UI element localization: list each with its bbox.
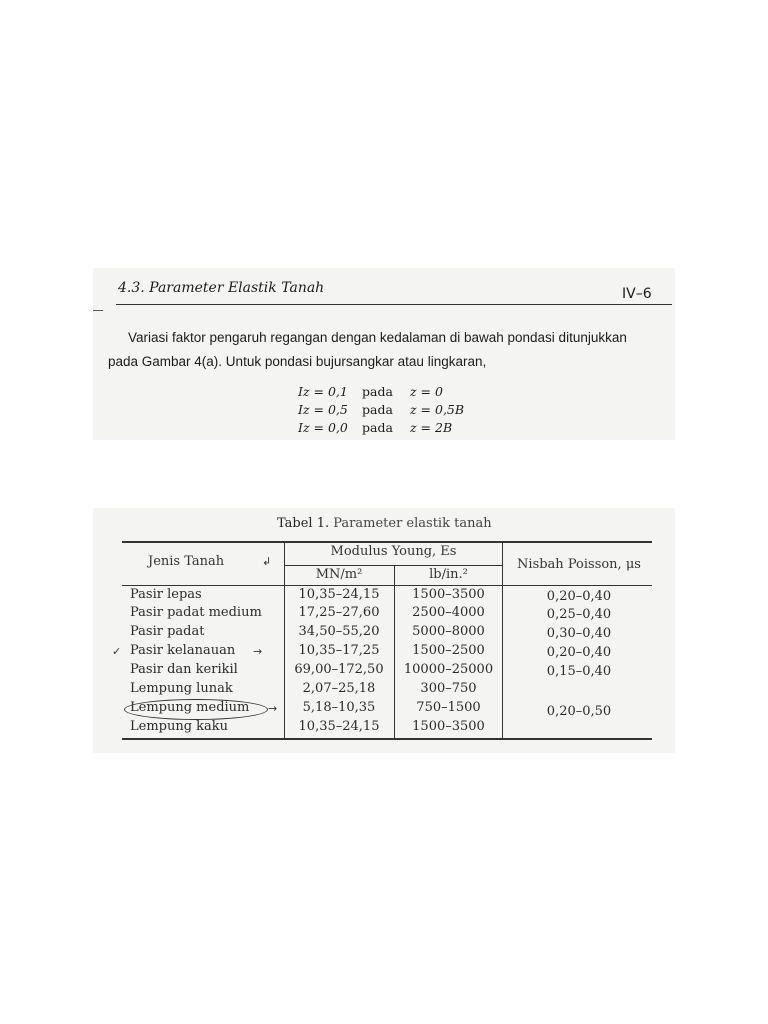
table-bottom-rule <box>122 738 652 740</box>
header-modulus-group: Modulus Young, Es <box>330 544 457 559</box>
row-soil-name: Lempung kaku <box>130 719 229 734</box>
row-modulus-lb: 300–750 <box>420 681 477 696</box>
check-mark-icon: ↲ <box>262 555 272 568</box>
header-rule <box>116 304 672 305</box>
tick-mark-icon: ✓ <box>112 645 122 658</box>
row-poisson: 0,25–0,40 <box>546 607 612 622</box>
header-unit-mn: MN/m² <box>315 567 363 582</box>
equation-rhs: z = 0,5B <box>410 402 465 417</box>
table-top-rule <box>122 541 652 543</box>
row-soil-name: Lempung lunak <box>130 681 233 696</box>
equation-lhs: Iz = 0,5 <box>298 402 348 417</box>
equation-keyword: pada <box>362 384 393 399</box>
row-modulus-lb: 750–1500 <box>416 700 481 715</box>
row-soil-name: Pasir kelanauan <box>130 643 236 658</box>
row-modulus-lb: 10000–25000 <box>403 662 494 677</box>
equation-keyword: pada <box>362 402 393 417</box>
row-soil-name: Pasir padat medium <box>130 605 262 620</box>
table-caption-label: Tabel 1. <box>277 516 330 531</box>
header-bottom-rule <box>122 585 652 586</box>
row-modulus-mn: 34,50–55,20 <box>298 624 380 639</box>
margin-dash <box>93 310 103 311</box>
section-title: 4.3. Parameter Elastik Tanah <box>118 280 325 296</box>
row-soil-name: Pasir padat <box>130 624 205 639</box>
header-soil-type: Jenis Tanah <box>148 554 225 569</box>
header-unit-lb: lb/in.² <box>429 567 468 582</box>
row-modulus-mn: 10,35–17,25 <box>298 643 380 658</box>
row-modulus-mn: 10,35–24,15 <box>298 587 380 602</box>
row-poisson: 0,20–0,50 <box>546 704 612 719</box>
equation-rhs: z = 0 <box>410 384 443 399</box>
arrow-mark-icon: → <box>253 645 263 658</box>
equation-rhs: z = 2B <box>410 420 453 435</box>
row-modulus-lb: 1500–3500 <box>412 587 485 602</box>
page-number: IV–6 <box>622 286 652 302</box>
row-modulus-lb: 1500–2500 <box>412 643 485 658</box>
row-poisson: 0,15–0,40 <box>546 664 612 679</box>
row-modulus-mn: 17,25–27,60 <box>298 605 380 620</box>
row-modulus-mn: 69,00–172,50 <box>294 662 384 677</box>
row-modulus-lb: 2500–4000 <box>412 605 485 620</box>
table-caption-text: Parameter elastik tanah <box>333 516 492 531</box>
row-modulus-mn: 2,07–25,18 <box>302 681 376 696</box>
row-poisson: 0,20–0,40 <box>546 589 612 604</box>
equation-keyword: pada <box>362 420 393 435</box>
equation-lhs: Iz = 0,0 <box>298 420 348 435</box>
row-modulus-lb: 1500–3500 <box>412 719 485 734</box>
row-soil-name: Pasir dan kerikil <box>130 662 238 677</box>
paragraph-line-2: pada Gambar 4(a). Untuk pondasi bujursangkar atau lingkaran, <box>108 354 487 369</box>
arrow-mark-icon: → <box>268 702 278 715</box>
row-soil-name: Lempung medium <box>130 700 250 715</box>
row-poisson: 0,30–0,40 <box>546 626 612 641</box>
header-poisson: Nisbah Poisson, μs <box>517 557 641 572</box>
paragraph-line-1: Variasi faktor pengaruh regangan dengan kedalaman di bawah pondasi ditunjukkan <box>128 330 627 345</box>
row-modulus-mn: 5,18–10,35 <box>302 700 376 715</box>
row-soil-name: Pasir lepas <box>130 587 202 602</box>
row-modulus-lb: 5000–8000 <box>412 624 485 639</box>
row-poisson: 0,20–0,40 <box>546 645 612 660</box>
table-caption <box>277 516 492 531</box>
row-modulus-mn: 10,35–24,15 <box>298 719 380 734</box>
equation-lhs: Iz = 0,1 <box>298 384 348 399</box>
